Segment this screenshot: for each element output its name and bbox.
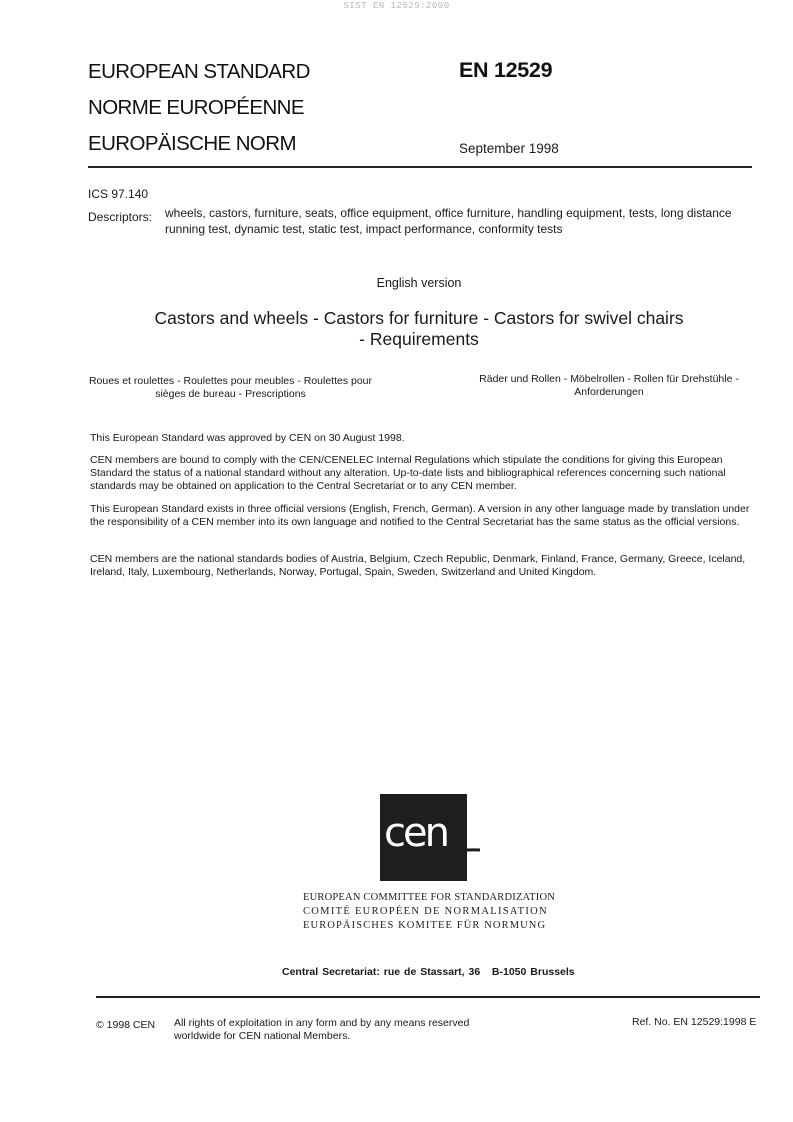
- header-title-en: EUROPEAN STANDARD: [88, 60, 310, 83]
- organization-name-en: EUROPEAN COMMITTEE FOR STANDARDIZATION: [303, 892, 556, 903]
- compliance-paragraph: CEN members are bound to comply with the CEN/CENELEC Internal Regulations which stipulate the conditions for giving this European Standard the status of a national standard without any alteration. Up-to-date lists and bibliographical references concerning such national standards may be obtained on application to the Central Secretariat or to any CEN member.: [90, 454, 726, 492]
- copyright-notice: © 1998 CEN: [96, 1019, 156, 1031]
- header-divider: [88, 166, 752, 168]
- header-title-de: EUROPÄISCHE NORM: [88, 132, 296, 155]
- standard-number: EN 12529: [459, 58, 553, 82]
- cen-logo-icon: [380, 794, 467, 881]
- organization-name-de: EUROPÄISCHES KOMITEE FÜR NORMUNG: [303, 920, 547, 931]
- document-title-de: Räder und Rollen - Möbelrollen - Rollen für Drehstühle - Anforderungen: [479, 373, 739, 398]
- members-paragraph: CEN members are the national standards bodies of Austria, Belgium, Czech Republic, Denmark, Finland, France, Germany, Greece, Iceland, Ireland, Italy, Luxembourg, Netherlands, Norway, Portugal, Spain, Sweden, Switzerland and United Kingdom.: [90, 553, 746, 578]
- footer-divider: [96, 996, 760, 998]
- descriptors-label: Descriptors:: [88, 210, 153, 224]
- rights-notice: All rights of exploitation in any form and by any means reserved worldwide for CEN national Members.: [174, 1017, 470, 1042]
- header-title-fr: NORME EUROPÉENNE: [88, 96, 304, 119]
- organization-name-fr: COMITÉ EUROPÉEN DE NORMALISATION: [303, 906, 548, 917]
- approval-paragraph: This European Standard was approved by CEN on 30 August 1998.: [90, 432, 405, 444]
- descriptors-text: wheels, castors, furniture, seats, office equipment, office furniture, handling equipment, tests, long distance running test, dynamic test, static test, impact performance, conformity tests: [165, 206, 732, 236]
- document-title-fr: Roues et roulettes - Roulettes pour meubles - Roulettes pour sièges de bureau - Prescriptions: [88, 375, 373, 400]
- publication-date: September 1998: [459, 141, 559, 156]
- ics-code: ICS 97.140: [88, 187, 149, 201]
- versions-paragraph: This European Standard exists in three official versions (English, French, German). A version in any other language made by translation under the responsibility of a CEN member into its own language and notified to the Central Secretariat has the same status as the official versions.: [90, 503, 750, 528]
- reference-number: Ref. No. EN 12529:1998 E: [632, 1016, 757, 1028]
- language-version: English version: [376, 276, 462, 290]
- central-secretariat-address: Central Secretariat: rue de Stassart, 36 B-1050 Brussels: [282, 966, 575, 978]
- cen-logo-text: cen: [384, 810, 447, 856]
- document-title: Castors and wheels - Castors for furniture - Castors for swivel chairs - Requirements: [154, 308, 684, 349]
- document-stamp: SIST EN 12529:2000: [343, 1, 450, 11]
